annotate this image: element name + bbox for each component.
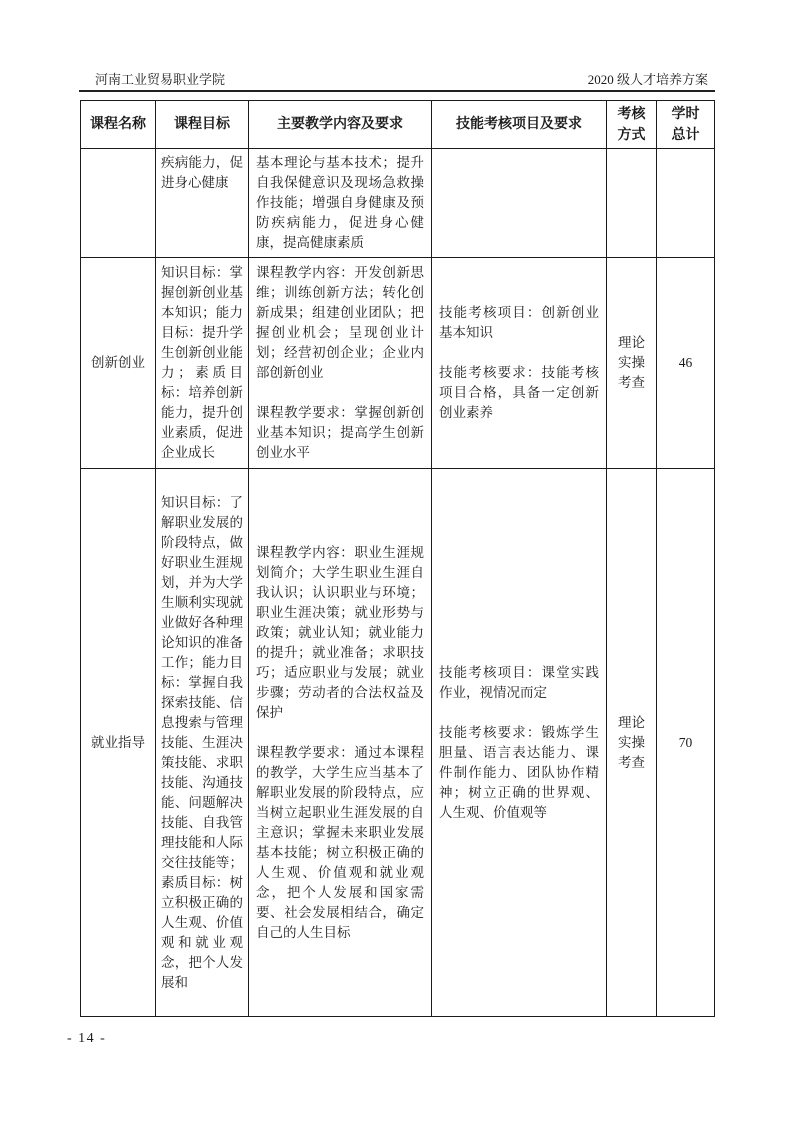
cell-assessment xyxy=(432,149,607,258)
cell-course-name xyxy=(81,149,156,258)
cell-assessment xyxy=(432,258,607,469)
col-header-assessment: 技能考核项目及要求 xyxy=(432,101,607,149)
method-text: 理论实操考查 xyxy=(618,714,645,770)
header-plan-title: 2020 级人才培养方案 xyxy=(587,72,708,87)
method-text: 理论实操考查 xyxy=(618,335,645,390)
content-paragraph-1: 课程教学内容：开发创新思维；训练创新方法；转化创新成果；组建创业团队；把握创业机会；呈现创业计划；经营初创企业；企业内部创新创业 xyxy=(256,265,424,380)
cell-objectives xyxy=(156,469,249,1017)
cell-hours: 70 xyxy=(657,469,715,1017)
assessment-paragraph-1: 技能考核项目：创新创业基本知识 xyxy=(439,305,599,340)
course-table xyxy=(80,100,715,1017)
table-row-continuation xyxy=(81,149,715,258)
cell-course-name: 创新创业 xyxy=(81,258,156,469)
objectives-text: 疾病能力，促进身心健康 xyxy=(161,155,243,190)
content-paragraph-2: 课程教学要求：通过本课程的教学，大学生应当基本了解职业发展的阶段特点，应当树立起职业生涯发展的自主意识；掌握未来职业发展基本技能；树立积极正确的人生观、价值观和就业观念，把个人发展和国家需要、社会发展相结合，确定自己的人生目标 xyxy=(256,744,424,940)
objectives-text: 知识目标：了解职业发展的阶段特点，做好职业生涯规划，并为大学生顺利实现就业做好各种理论知识的准备工作；能力目标：掌握自我探索技能、信息搜索与管理技能、生涯决策技能、求职技能、沟通技能、问题解决技能、自我管理技能和人际交往技能等；素质目标：树立积极正确的人生观、价值观和就业观念，把个人发展和 xyxy=(161,494,243,990)
objectives-text: 知识目标：掌握创新创业基本知识；能力目标：提升学生创新创业能力；素质目标：培养创新能力，提升创业素质，促进企业成长 xyxy=(161,265,243,460)
cell-method xyxy=(607,149,657,258)
content-paragraph-1: 课程教学内容：职业生涯规划简介；大学生职业生涯自我认识；认识职业与环境；职业生涯决策；就业形势与政策；就业认知；就业能力的提升；就业准备；求职技巧；适应职业与发展；就业步骤；劳动者的合法权益及保护 xyxy=(256,544,424,720)
table-row-career-guidance xyxy=(81,469,715,1017)
col-header-content: 主要教学内容及要求 xyxy=(249,101,432,149)
content-paragraph-2: 课程教学要求：掌握创新创业基本知识；提高学生创新创业水平 xyxy=(256,405,424,460)
col-header-objectives: 课程目标 xyxy=(156,101,249,149)
header-school-name: 河南工业贸易职业学院 xyxy=(95,72,226,87)
cell-method xyxy=(607,258,657,469)
page-number: - 14 - xyxy=(67,1031,107,1046)
assessment-paragraph-1: 技能考核项目：课堂实践作业，视情况而定 xyxy=(439,664,599,700)
cell-assessment xyxy=(432,469,607,1017)
header-rule xyxy=(79,90,715,92)
cell-content xyxy=(249,469,432,1017)
col-header-hours-label: 学时总计 xyxy=(671,106,700,143)
cell-objectives xyxy=(156,149,249,258)
assessment-paragraph-2: 技能考核要求：锻炼学生胆量、语言表达能力、课件制作能力、团队协作精神；树立正确的世界观、人生观、价值观等 xyxy=(439,724,599,820)
col-header-course-name: 课程名称 xyxy=(81,101,156,149)
cell-hours xyxy=(657,149,715,258)
document-header xyxy=(80,72,714,88)
cell-content xyxy=(249,258,432,469)
cell-method xyxy=(607,469,657,1017)
col-header-method-label: 考核方式 xyxy=(617,106,646,143)
table-header-row xyxy=(81,101,715,149)
cell-course-name: 就业指导 xyxy=(81,469,156,1017)
content-text: 基本理论与基本技术；提升自我保健意识及现场急救操作技能；增强自身健康及预防疾病能力，促进身心健康，提高健康素质 xyxy=(256,155,424,250)
cell-hours: 46 xyxy=(657,258,715,469)
assessment-paragraph-2: 技能考核要求：技能考核项目合格，具备一定创新创业素养 xyxy=(439,365,599,420)
cell-content xyxy=(249,149,432,258)
col-header-method xyxy=(607,101,657,149)
table-row-innovation xyxy=(81,258,715,469)
col-header-hours xyxy=(657,101,715,149)
cell-objectives xyxy=(156,258,249,469)
